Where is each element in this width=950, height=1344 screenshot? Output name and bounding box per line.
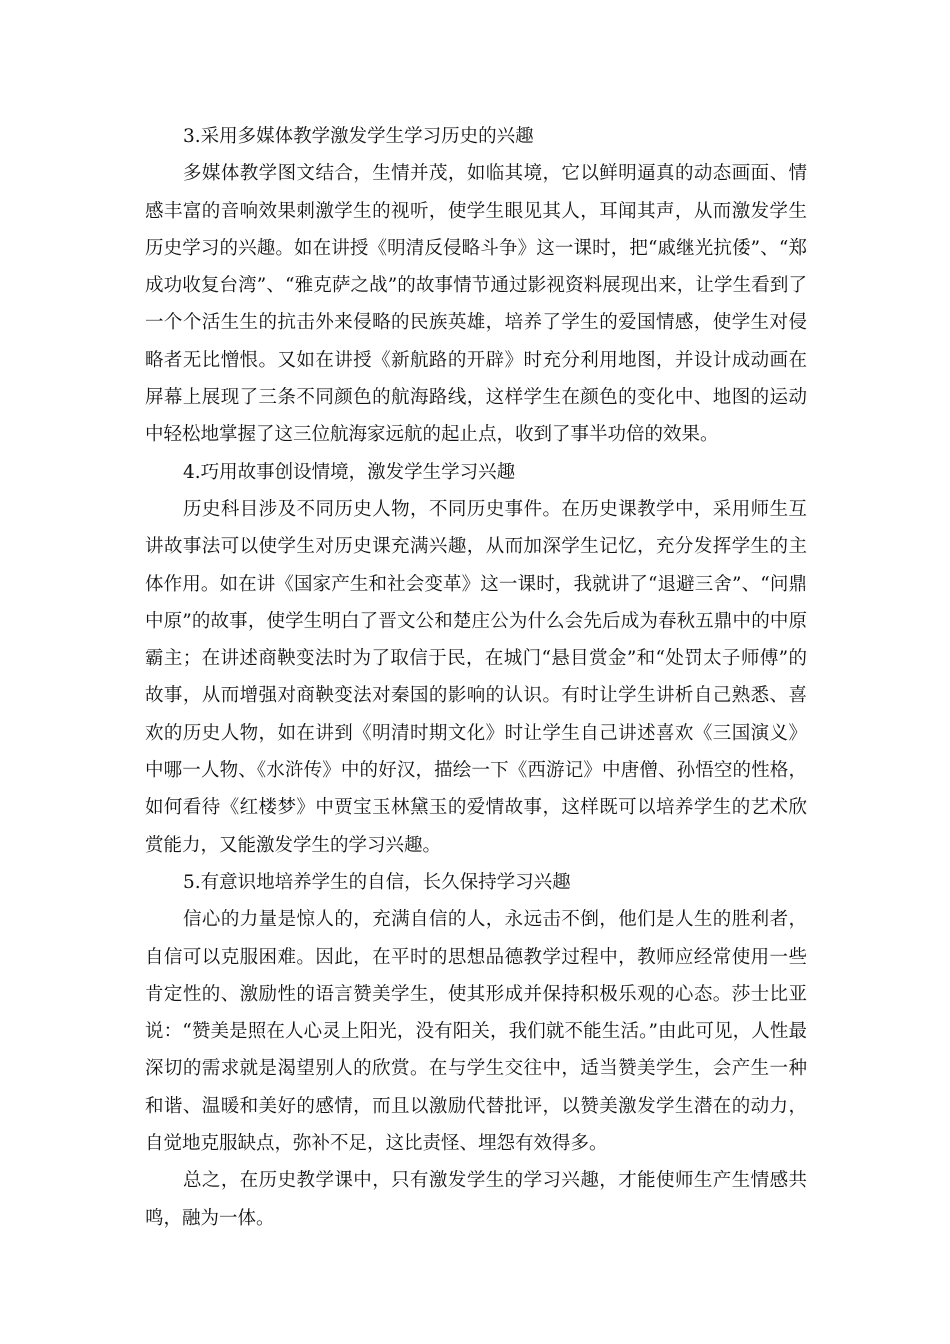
conclusion-paragraph: 总之，在历史教学课中，只有激发学生的学习兴趣，才能使师生产生情感共鸣，融为一体。 bbox=[145, 1170, 807, 1229]
document-body bbox=[145, 118, 807, 1237]
section-paragraph-5: 信心的力量是惊人的，充满自信的人，永远击不倒，他们是人生的胜利者，自信可以克服困难。因此，在平时的思想品德教学过程中，教师应经常使用一些肯定性的、激励性的语言赞美学生，使其形成并保持积极乐观的心态。莎士比亚说：“赞美是照在人心灵上阳光，没有阳关，我们就不能生活。”由此可见，人性最深切的需求就是渴望别人的欣赏。在与学生交往中，适当赞美学生，会产生一种和谐、温暖和美好的感情，而且以激励代替批评，以赞美激发学生潜在的动力，自觉地克服缺点，弥补不足，这比责怪、埋怨有效得多。 bbox=[145, 909, 807, 1155]
section-paragraph-4: 历史科目涉及不同历史人物，不同历史事件。在历史课教学中，采用师生互讲故事法可以使学生对历史课充满兴趣，从而加深学生记忆，充分发挥学生的主体作用。如在讲《国家产生和社会变革》这一课时，我就讲了“退避三舍”、“问鼎中原”的故事，使学生明白了晋文公和楚庄公为什么会先后成为春秋五鼎中的中原霸主；在讲述商鞅变法时为了取信于民，在城门“悬目赏金”和“处罚太子师傅”的故事，从而增强对商鞅变法对秦国的影响的认识。有时让学生讲析自己熟悉、喜欢的历史人物，如在讲到《明清时期文化》时让学生自己讲述喜欢《三国演义》中哪一人物、《水浒传》中的好汉，描绘一下《西游记》中唐僧、孙悟空的性格，如何看待《红楼梦》中贾宝玉林黛玉的爱情故事，这样既可以培养学生的艺术欣赏能力，又能激发学生的学习兴趣。 bbox=[145, 498, 807, 856]
section-heading-3: 3.采用多媒体教学激发学生学习历史的兴趣 bbox=[183, 126, 534, 147]
section-heading-4: 4.巧用故事创设情境，激发学生学习兴趣 bbox=[183, 461, 516, 483]
section-paragraph-3: 多媒体教学图文结合，生情并茂，如临其境，它以鲜明逼真的动态画面、情感丰富的音响效果刺激学生的视听，使学生眼见其人，耳闻其声，从而激发学生历史学习的兴趣。如在讲授《明清反侵略斗争》这一课时，把“戚继光抗倭”、“郑成功收复台湾”、“雅克萨之战”的故事情节通过影视资料展现出来，让学生看到了一个个活生生的抗击外来侵略的民族英雄，培养了学生的爱国情感，使学生对侵略者无比憎恨。又如在讲授《新航路的开辟》时充分利用地图，并设计成动画在屏幕上展现了三条不同颜色的航海路线，这样学生在颜色的变化中、地图的运动中轻松地掌握了这三位航海家远航的起止点，收到了事半功倍的效果。 bbox=[145, 163, 807, 446]
section-heading-5: 5.有意识地培养学生的自信，长久保持学习兴趣 bbox=[183, 871, 571, 893]
